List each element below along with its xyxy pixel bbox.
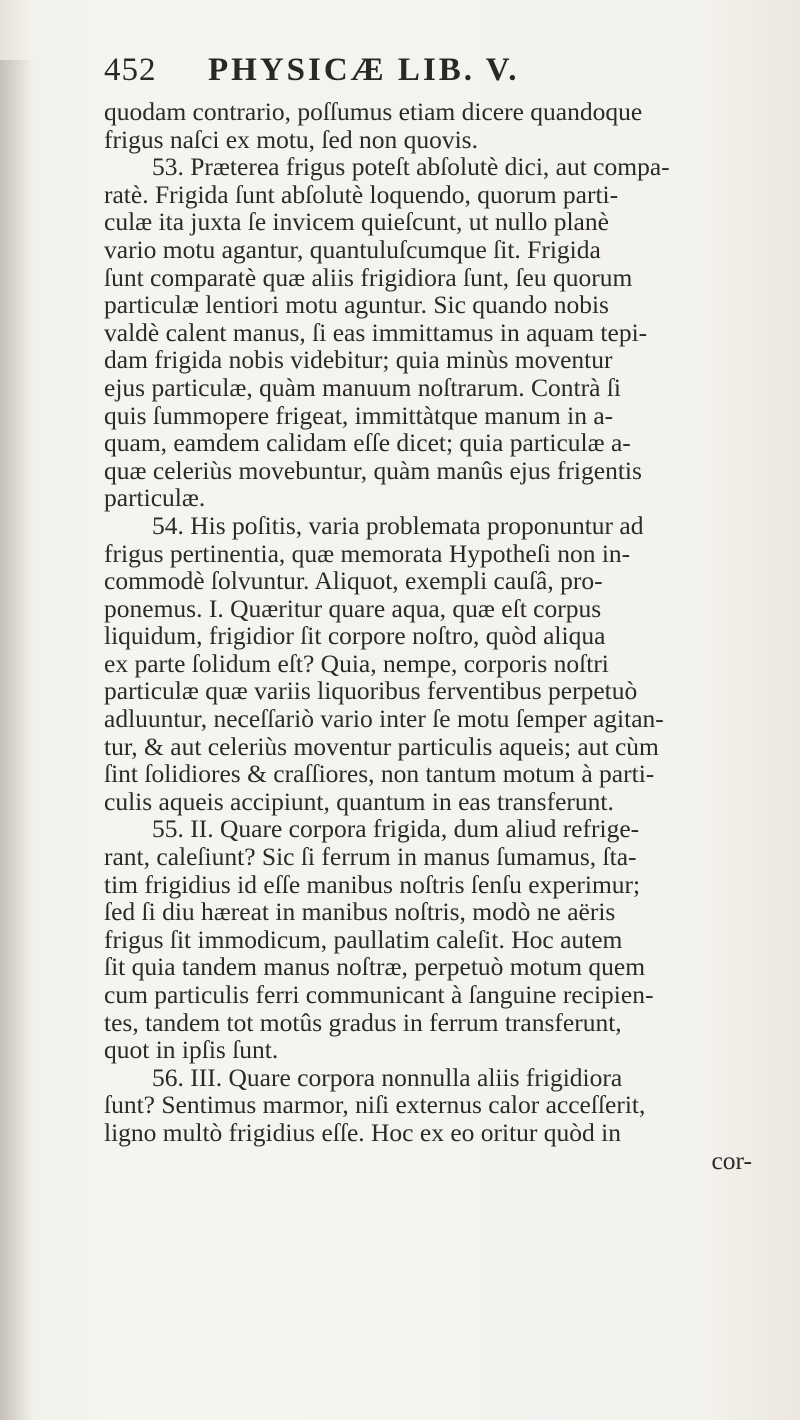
text-line: commodè ſolvuntur. Aliquot, exempli cauſâ, pro- <box>104 566 603 596</box>
text-line: ligno multò frigidius eſſe. Hoc ex eo oritur quòd in <box>104 1117 621 1147</box>
text-line: 55. II. Quare corpora frigida, dum aliud refrige- <box>152 814 640 844</box>
text-line: ſunt comparatè quæ aliis frigidiora ſunt, ſeu quorum <box>104 262 633 292</box>
text-line: particulæ. <box>104 483 206 513</box>
text-line: frigus ſit immodicum, paullatim caleſit. Hoc autem <box>104 924 623 954</box>
body-text <box>104 98 764 1174</box>
text-line: ex parte ſolidum eſt? Quia, nempe, corporis noſtri <box>104 648 609 678</box>
text-line: cum particulis ferri communicant à ſanguine recipien- <box>104 980 654 1009</box>
binding-gutter-shadow <box>0 60 34 1420</box>
text-line: ſit quia tandem manus noſtræ, perpetuò motum quem <box>104 952 646 982</box>
text-line: culæ ita juxta ſe invicem quieſcunt, ut nullo planè <box>104 207 609 237</box>
text-line: particulæ quæ variis liquoribus ferventibus perpetuò <box>104 676 638 706</box>
text-line: frigus naſci ex motu, ſed non quovis. <box>104 124 478 154</box>
text-line: tur, & aut celeriùs moventur particulis aqueis; aut cùm <box>104 731 659 761</box>
text-line: quodam contrario, poſſumus etiam dicere quandoque <box>104 97 643 126</box>
running-title: PHYSICÆ LIB. V. <box>208 52 520 88</box>
text-line: culis aqueis accipiunt, quantum in eas transferunt. <box>104 786 614 816</box>
text-line: ponemus. I. Quæritur quare aqua, quæ eſt corpus <box>104 593 602 623</box>
text-line: 53. Præterea frigus poteſt abſolutè dici, aut compa- <box>152 152 670 182</box>
page-number: 452 <box>104 52 157 88</box>
text-line: tim frigidius id eſſe manibus noſtris ſenſu experimur; <box>104 869 641 899</box>
text-line: particulæ lentiori motu aguntur. Sic quando nobis <box>104 290 609 320</box>
text-line: ſunt? Sentimus marmor, niſi externus calor acceſſerit, <box>104 1090 646 1120</box>
text-line: rant, caleſiunt? Sic ſi ferrum in manus ſumamus, ſta- <box>104 842 637 872</box>
page-header <box>104 52 744 98</box>
text-line: tes, tandem tot motûs gradus in ferrum transferunt, <box>104 1007 622 1037</box>
text-line: 56. III. Quare corpora nonnulla aliis frigidiora <box>152 1062 623 1092</box>
text-line: ratè. Frigida ſunt abſolutè loquendo, quorum parti- <box>104 179 619 209</box>
text-line: 54. His poſitis, varia problemata proponuntur ad <box>152 510 644 540</box>
catchword: cor- <box>711 1145 752 1175</box>
text-line: liquidum, frigidior ſit corpore noſtro, quòd aliqua <box>104 621 606 651</box>
text-line: dam frigida nobis videbitur; quia minùs moventur <box>104 345 613 375</box>
text-line: frigus pertinentia, quæ memorata Hypotheſi non in- <box>104 538 631 568</box>
text-line: ſint ſolidiores & craſſiores, non tantum motum à parti- <box>104 759 655 789</box>
text-line: quot in ipſis ſunt. <box>104 1035 279 1065</box>
text-line: vario motu agantur, quantuluſcumque ſit. Frigida <box>104 234 601 264</box>
text-line: quam, eamdem calidam eſſe dicet; quia particulæ a- <box>104 428 631 458</box>
text-line: quis ſummopere frigeat, immittàtque manum in a- <box>104 400 614 430</box>
text-line: valdè calent manus, ſi eas immittamus in aquam tepi- <box>104 317 648 347</box>
text-line: ſed ſi diu hæreat in manibus noſtris, modò ne aëris <box>104 897 616 927</box>
text-line: quæ celeriùs movebuntur, quàm manûs ejus frigentis <box>104 455 642 485</box>
text-line: ejus particulæ, quàm manuum noſtrarum. Contrà ſi <box>104 372 621 402</box>
text-line: adluuntur, neceſſariò vario inter ſe motu ſemper agitan- <box>104 704 664 734</box>
